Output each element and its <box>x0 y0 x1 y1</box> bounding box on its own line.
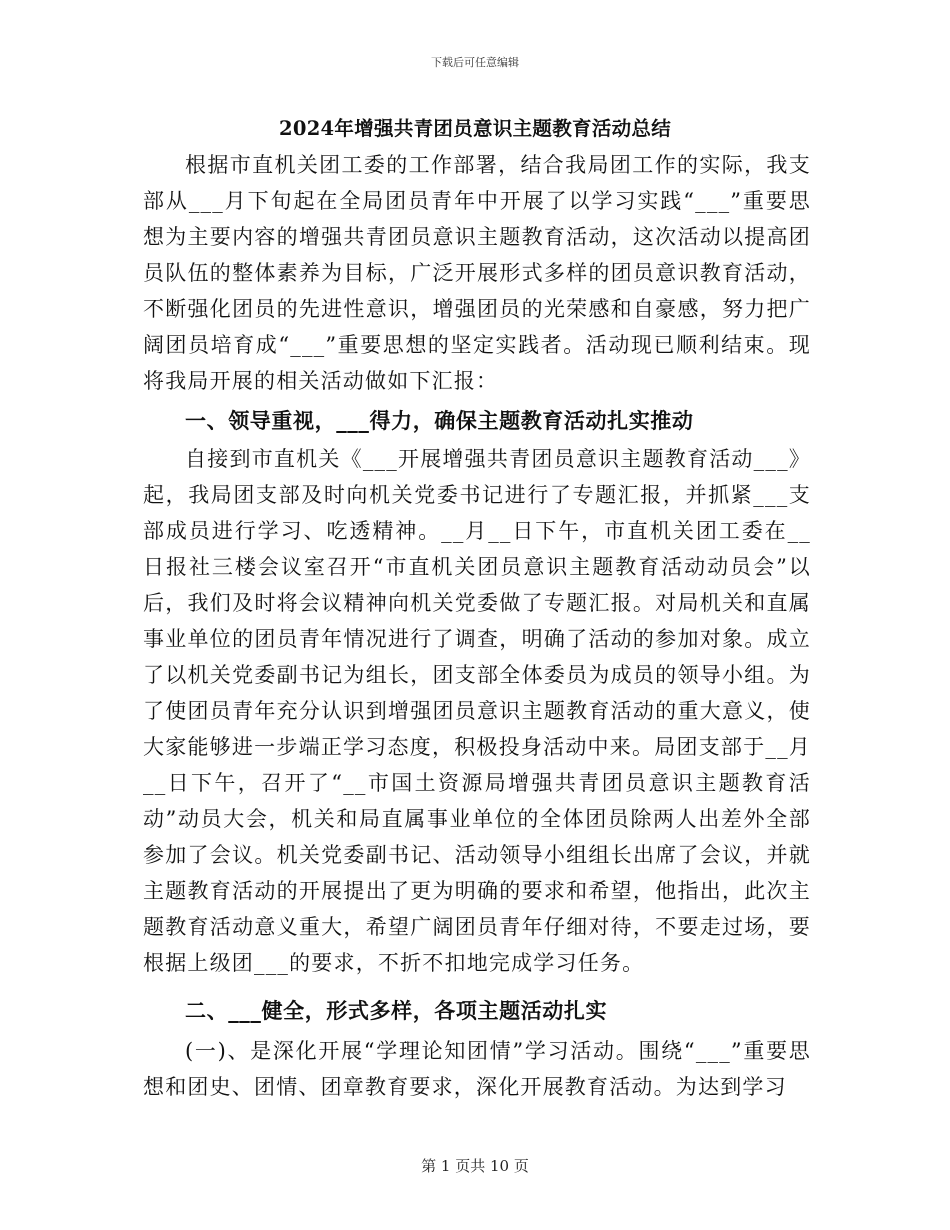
section-heading-1: 一、领导重视，___得力，确保主题教育活动扎实推动 <box>185 408 694 433</box>
intro-paragraph: 根据市直机关团工委的工作部署，结合我局团工作的实际，我支部从___月下旬起在全局团员青年中开展了以学习实践“___”重要思想为主要内容的增强共青团员意识主题教育活动，这次活动以提高团员队伍的整体素养为目标，广泛开展形式多样的团员意识教育活动，不断强化团员的先进性意识，增强团员的光荣感和自豪感，努力把广阔团员培育成“___”重要思想的坚定实践者。活动现已顺利结束。现将我局开展的相关活动做如下汇报： <box>143 153 811 393</box>
document-body <box>143 147 811 1105</box>
page-header-note: 下载后可任意编辑 <box>431 56 519 69</box>
section-heading-2: 二、___健全，形式多样，各项主题活动扎实 <box>185 998 608 1023</box>
body-paragraph: 自接到市直机关《___开展增强共青团员意识主题教育活动___》起，我局团支部及时向机关党委书记进行了专题汇报，并抓紧___支部成员进行学习、吃透精神。__月__日下午，市直机关团工委在__日报社三楼会议室召开“市直机关团员意识主题教育活动动员会”以后，我们及时将会议精神向机关党委做了专题汇报。对局机关和直属事业单位的团员青年情况进行了调查，明确了活动的参加对象。成立了以机关党委副书记为组长，团支部全体委员为成员的领导小组。为了使团员青年充分认识到增强团员意识主题教育活动的重大意义，使大家能够进一步端正学习态度，积极投身活动中来。局团支部于__月__日下午，召开了“__市国土资源局增强共青团员意识主题教育活动”动员大会，机关和局直属事业单位的全体团员除两人出差外全部参加了会议。机关党委副书记、活动领导小组组长出席了会议，并就主题教育活动的开展提出了更为明确的要求和希望，他指出，此次主题教育活动意义重大，希望广阔团员青年仔细对待，不要走过场，要根据上级团___的要求，不折不扣地完成学习任务。 <box>143 447 811 975</box>
body-paragraph: (一)、是深化开展“学理论知团情”学习活动。围绕“___”重要思想和团史、团情、团章教育要求，深化开展教育活动。为达到学习 <box>143 1039 811 1099</box>
page-number-footer: 第 1 页共 10 页 <box>421 1157 529 1175</box>
document-title: 2024年增强共青团员意识主题教育活动总结 <box>278 117 672 140</box>
